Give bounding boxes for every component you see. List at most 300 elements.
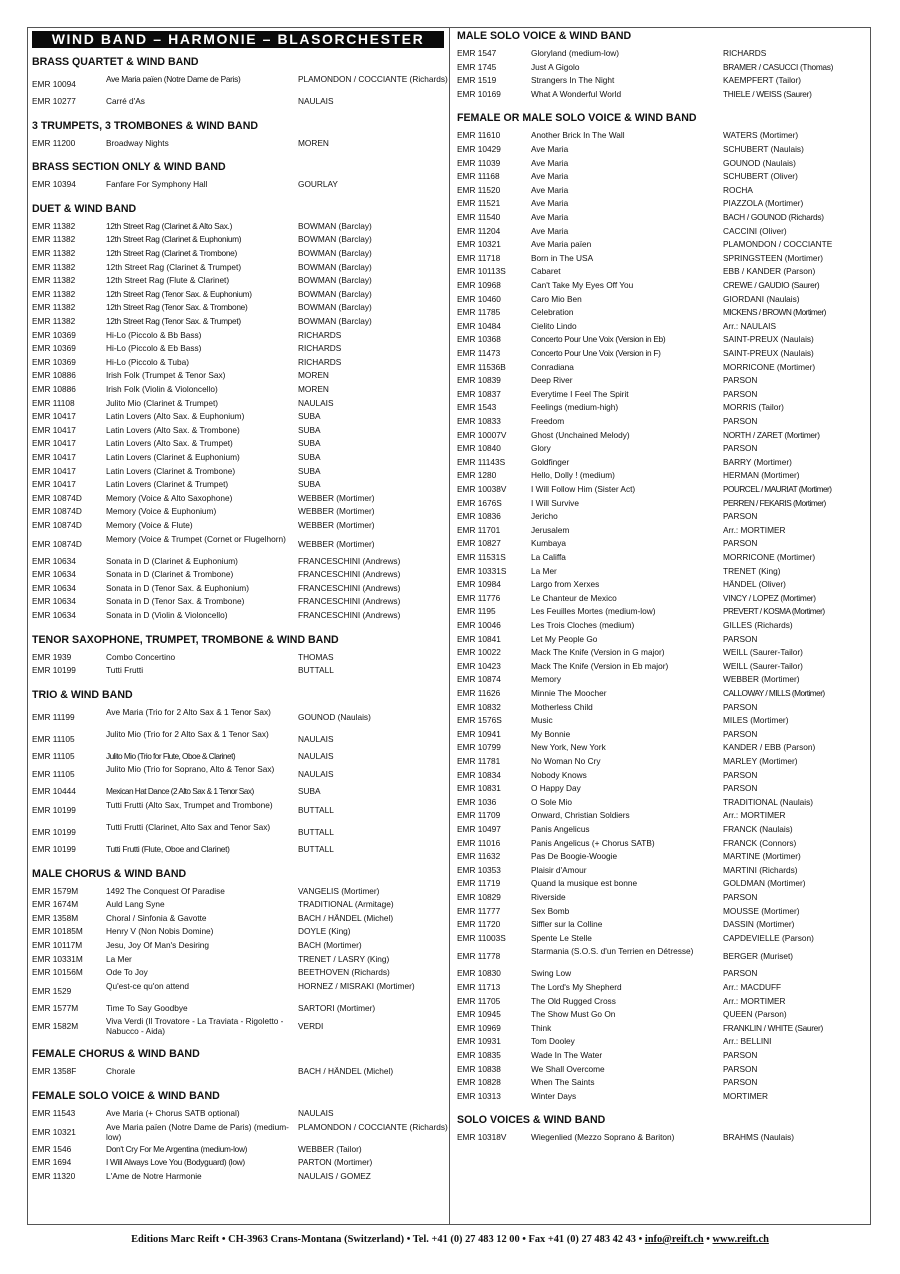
- catalog-entry: [32, 383, 444, 397]
- catalog-code: EMR 10417: [32, 424, 76, 435]
- catalog-entry: [32, 785, 444, 799]
- section-title: MALE SOLO VOICE & WIND BAND: [457, 30, 632, 42]
- composer: MARLEY (Mortimer): [723, 756, 798, 766]
- composer: WEILL (Saurer-Tailor): [723, 647, 803, 658]
- work-title: Carré d'As: [106, 96, 145, 106]
- work-title: La Mer: [106, 953, 132, 964]
- catalog-entry: [457, 211, 867, 225]
- composer: PARSON: [723, 633, 758, 644]
- catalog-entry: [457, 1035, 867, 1049]
- work-title: Sonata in D (Clarinet & Euphonium): [106, 555, 238, 566]
- catalog-code: EMR 11781: [457, 756, 501, 766]
- catalog-entry: [32, 397, 444, 411]
- work-title: Ave Maria: [531, 184, 569, 195]
- catalog-code: EMR 11105: [32, 733, 75, 744]
- work-title: Latin Lovers (Clarinet & Trumpet): [106, 479, 229, 490]
- composer: FRANCESCHINI (Andrews): [298, 582, 401, 593]
- catalog-entry: [457, 932, 867, 946]
- composer: BRAMER / CASUCCI (Thomas): [723, 61, 834, 72]
- catalog-entry: [457, 497, 867, 511]
- composer: PARSON: [723, 443, 758, 454]
- composer: KAEMPFERT (Tailor): [723, 75, 802, 86]
- composer: BRAHMS (Naulais): [723, 1132, 794, 1143]
- catalog-entry: [32, 939, 444, 953]
- catalog-entry: [457, 88, 867, 102]
- composer: FRANCESCHINI (Andrews): [298, 596, 401, 607]
- work-title: When The Saints: [531, 1077, 595, 1088]
- work-title: No Woman No Cry: [531, 756, 601, 766]
- catalog-entry: [32, 1156, 444, 1170]
- catalog-code: EMR 11626: [457, 688, 501, 698]
- composer: BOWMAN (Barclay): [298, 234, 372, 245]
- catalog-code: EMR 1543: [457, 402, 497, 413]
- catalog-code: EMR 10834: [457, 769, 501, 780]
- composer: MORRICONE (Mortimer): [723, 361, 816, 372]
- catalog-code: EMR 10634: [32, 596, 76, 607]
- catalog-code: EMR 10799: [457, 742, 501, 753]
- catalog-entry: [457, 157, 867, 171]
- catalog-code: EMR 10277: [32, 96, 76, 106]
- work-title: Irish Folk (Violin & Violoncello): [106, 384, 218, 394]
- catalog-entry: [457, 361, 867, 375]
- work-title: Ave Maria païen: [531, 239, 592, 250]
- composer: PARSON: [723, 968, 758, 979]
- catalog-entry: [32, 980, 444, 1002]
- composer: FRANCESCHINI (Andrews): [298, 569, 401, 580]
- work-title: Julito Mio (Trio for Soprano, Alto & Tenor Sax): [106, 764, 275, 775]
- catalog-entry: [457, 646, 867, 660]
- catalog-entry: [457, 995, 867, 1009]
- catalog-entry: [457, 1049, 867, 1063]
- composer: WEBBER (Mortimer): [298, 506, 375, 517]
- catalog-code: EMR 10836: [457, 511, 501, 522]
- work-title: Motherless Child: [531, 701, 593, 712]
- composer: PLAMONDON / COCCIANTE (Richards): [298, 74, 448, 84]
- catalog-entry: [457, 456, 867, 470]
- catalog-code: EMR 10368: [457, 334, 501, 345]
- composer: BUTTALL: [298, 805, 334, 815]
- catalog-code: EMR 10832: [457, 701, 501, 712]
- work-title: Ave Maria: [531, 225, 569, 236]
- work-title: Freedom: [531, 416, 565, 426]
- work-title: Choral / Sinfonia & Gavotte: [106, 912, 207, 923]
- composer: GOUNOD (Naulais): [723, 157, 796, 168]
- catalog-entry: [457, 197, 867, 211]
- catalog-entry: [457, 469, 867, 483]
- catalog-entry: [32, 220, 444, 234]
- composer: FRANCESCHINI (Andrews): [298, 555, 401, 566]
- catalog-entry: [32, 885, 444, 899]
- catalog-entry: [32, 843, 444, 857]
- composer: RICHARDS: [723, 48, 767, 58]
- section-title: 3 TRUMPETS, 3 TROMBONES & WIND BAND: [32, 119, 259, 132]
- composer: GIORDANI (Naulais): [723, 293, 800, 304]
- catalog-code: EMR 1519: [457, 75, 497, 86]
- work-title: Fanfare For Symphony Hall: [106, 179, 208, 190]
- composer: Arr.: NAULAIS: [723, 320, 777, 331]
- work-title: Latin Lovers (Clarinet & Euphonium): [106, 452, 240, 462]
- catalog-code: EMR 10841: [457, 633, 501, 644]
- composer: SUBA: [298, 452, 321, 462]
- catalog-entry: [32, 728, 444, 750]
- work-title: Jerusalem: [531, 524, 570, 535]
- catalog-code: EMR 1546: [32, 1143, 72, 1154]
- work-title: Irish Folk (Trumpet & Tenor Sax): [106, 370, 226, 381]
- catalog-entry: [457, 633, 867, 647]
- catalog-entry: [457, 714, 867, 728]
- catalog-code: EMR 11382: [32, 220, 76, 231]
- work-title: My Bonnie: [531, 728, 571, 739]
- composer: BUTTALL: [298, 844, 334, 854]
- footer-email-link[interactable]: info@reift.ch: [644, 1234, 704, 1245]
- catalog-entry: [457, 320, 867, 334]
- catalog-code: EMR 11108: [32, 397, 75, 408]
- work-title: 12th Street Rag (Clarinet & Euphonium): [106, 234, 242, 245]
- work-title: Panis Angelicus: [531, 824, 590, 834]
- catalog-entry: [32, 315, 444, 329]
- section-title: DUET & WIND BAND: [32, 202, 137, 215]
- catalog-code: EMR 10945: [457, 1009, 501, 1020]
- catalog-code: EMR 11382: [32, 288, 76, 299]
- work-title: Panis Angelicus (+ Chorus SATB): [531, 837, 655, 848]
- catalog-entry: [32, 799, 444, 821]
- catalog-code: EMR 10417: [32, 479, 76, 490]
- catalog-code: EMR 10634: [32, 582, 76, 593]
- catalog-code: EMR 10839: [457, 375, 501, 386]
- work-title: Concerto Pour Une Voix (Version in Eb): [531, 334, 666, 345]
- composer: WEBBER (Mortimer): [723, 674, 800, 685]
- composer: TRADITIONAL (Naulais): [723, 796, 814, 807]
- catalog-entry: [457, 782, 867, 796]
- composer: PARSON: [723, 769, 758, 780]
- catalog-code: EMR 10394: [32, 179, 76, 190]
- catalog-entry: [32, 1107, 444, 1121]
- composer: BOWMAN (Barclay): [298, 302, 372, 313]
- catalog-code: EMR 10321: [457, 239, 501, 250]
- work-title: Don't Cry For Me Argentina (medium-low): [106, 1143, 248, 1154]
- catalog-entry: [457, 592, 867, 606]
- catalog-code: EMR 10199: [32, 805, 76, 815]
- catalog-entry: [32, 288, 444, 302]
- work-title: Tutti Frutti: [106, 665, 144, 676]
- work-title: 12th Street Rag (Clarinet & Trumpet): [106, 261, 242, 272]
- catalog-entry: [457, 347, 867, 361]
- composer: BEETHOVEN (Richards): [298, 967, 390, 978]
- composer: PARSON: [723, 1063, 758, 1074]
- catalog-code: EMR 11536B: [457, 361, 506, 372]
- catalog-code: EMR 11382: [32, 302, 76, 313]
- composer: NAULAIS: [298, 397, 334, 408]
- composer: QUEEN (Parson): [723, 1009, 787, 1020]
- catalog-code: EMR 10835: [457, 1050, 501, 1060]
- catalog-code: EMR 11540: [457, 212, 501, 222]
- catalog-code: EMR 11204: [457, 225, 501, 236]
- composer: BACH (Mortimer): [298, 940, 362, 950]
- catalog-entry: [32, 595, 444, 609]
- composer: WEBBER (Mortimer): [298, 538, 375, 549]
- composer: EBB / KANDER (Parson): [723, 266, 816, 277]
- catalog-code: EMR 11705: [457, 995, 501, 1006]
- work-title: La Mer: [531, 565, 557, 576]
- work-title: Spente Le Stelle: [531, 932, 592, 943]
- composer: PARSON: [723, 388, 758, 399]
- section-title: SOLO VOICES & WIND BAND: [457, 1114, 606, 1127]
- work-title: Mexican Hat Dance (2 Alto Sax & 1 Tenor Sax): [106, 786, 254, 797]
- work-title: Concerto Pour Une Voix (Version in F): [531, 348, 661, 358]
- catalog-code: EMR 1195: [457, 606, 496, 617]
- catalog-entry: [32, 821, 444, 843]
- catalog-code: EMR 10497: [457, 824, 501, 834]
- catalog-code: EMR 10838: [457, 1063, 501, 1074]
- footer-separator: •: [219, 1234, 229, 1245]
- catalog-code: EMR 10874: [457, 674, 501, 685]
- work-title: Glory: [531, 443, 551, 454]
- catalog-entry: [457, 918, 867, 932]
- catalog-entry: [457, 877, 867, 891]
- catalog-code: EMR 10022: [457, 647, 501, 658]
- composer: PARSON: [723, 538, 758, 549]
- section-title: MALE CHORUS & WIND BAND: [32, 867, 187, 880]
- catalog-code: EMR 10331S: [457, 565, 507, 576]
- catalog-code: EMR 10931: [457, 1036, 501, 1047]
- catalog-code: EMR 10353: [457, 864, 501, 875]
- catalog-entry: [32, 329, 444, 343]
- catalog-code: EMR 11143S: [457, 456, 506, 467]
- catalog-entry: [32, 953, 444, 967]
- catalog-code: EMR 10484: [457, 320, 501, 331]
- footer-phone: Tel. +41 (0) 27 483 12 00: [412, 1234, 520, 1245]
- footer-separator: •: [519, 1234, 529, 1245]
- composer: FRANKLIN / WHITE (Saurer): [723, 1022, 823, 1033]
- catalog-entry: [32, 1170, 444, 1184]
- composer: CACCINI (Oliver): [723, 225, 787, 236]
- catalog-entry: [32, 424, 444, 438]
- work-title: Ghost (Unchained Melody): [531, 429, 630, 440]
- composer: SAINT-PREUX (Naulais): [723, 334, 814, 345]
- catalog-entry: [457, 673, 867, 687]
- catalog-code: EMR 11382: [32, 275, 76, 286]
- composer: KANDER / EBB (Parson): [723, 742, 816, 753]
- catalog-code: EMR 11610: [457, 130, 501, 141]
- work-title: New York, New York: [531, 742, 606, 753]
- composer: BUTTALL: [298, 827, 334, 837]
- catalog-entry: [32, 137, 444, 151]
- catalog-code: EMR 11709: [457, 810, 501, 821]
- catalog-entry: [457, 74, 867, 88]
- column-divider: [449, 27, 450, 1225]
- composer: SCHUBERT (Oliver): [723, 171, 798, 182]
- work-title: Le Chanteur de Mexico: [531, 592, 617, 603]
- catalog-code: EMR 1036: [457, 796, 497, 807]
- work-title: Nobody Knows: [531, 769, 587, 780]
- catalog-entry: [457, 1076, 867, 1090]
- composer: GILLES (Richards): [723, 620, 793, 630]
- catalog-entry: [32, 898, 444, 912]
- work-title: We Shall Overcome: [531, 1063, 605, 1074]
- section-title: FEMALE CHORUS & WIND BAND: [32, 1048, 200, 1061]
- work-title: Time To Say Goodbye: [106, 1002, 188, 1013]
- composer: PARSON: [723, 1077, 758, 1088]
- catalog-entry: [457, 388, 867, 402]
- composer: TRENET / LASRY (King): [298, 953, 390, 964]
- catalog-code: EMR 10984: [457, 579, 501, 590]
- catalog-code: EMR 10423: [457, 660, 501, 671]
- work-title: Cielito Lindo: [531, 320, 577, 331]
- catalog-entry: [32, 533, 444, 555]
- composer: WEBBER (Mortimer): [298, 492, 375, 503]
- catalog-entry: [32, 925, 444, 939]
- catalog-code: EMR 10046: [457, 620, 501, 630]
- catalog-entry: [32, 73, 448, 95]
- footer-separator: •: [636, 1234, 645, 1245]
- catalog-entry: [457, 660, 867, 674]
- catalog-entry: [457, 225, 867, 239]
- work-title: The Old Rugged Cross: [531, 995, 616, 1006]
- catalog-entry: [32, 451, 444, 465]
- catalog-code: EMR 10417: [32, 465, 76, 476]
- footer-separator: •: [703, 1234, 713, 1245]
- composer: PREVERT / KOSMA (Mortimer): [723, 606, 825, 617]
- work-title: Chorale: [106, 1066, 136, 1077]
- work-title: Auld Lang Syne: [106, 899, 165, 910]
- catalog-code: EMR 1674M: [32, 899, 79, 910]
- footer-web-link[interactable]: www.reift.ch: [712, 1234, 769, 1245]
- composer: HERMAN (Mortimer): [723, 470, 800, 481]
- work-title: Ave Maria: [531, 157, 569, 168]
- catalog-code: EMR 10833: [457, 416, 501, 426]
- work-title: Sonata in D (Tenor Sax. & Euphonium): [106, 582, 249, 593]
- composer: MILES (Mortimer): [723, 715, 789, 726]
- composer: NAULAIS: [298, 750, 334, 761]
- work-title: O Happy Day: [531, 783, 581, 794]
- composer: DASSIN (Mortimer): [723, 919, 795, 930]
- composer: PIAZZOLA (Mortimer): [723, 198, 804, 209]
- catalog-entry: [457, 333, 867, 347]
- composer: SUBA: [298, 465, 321, 476]
- work-title: Goldfinger: [531, 456, 570, 467]
- work-title: I Will Follow Him (Sister Act): [531, 484, 636, 494]
- catalog-entry: [32, 356, 444, 370]
- work-title: Sonata in D (Violin & Violoncello): [106, 610, 228, 620]
- catalog-code: EMR 10634: [32, 610, 76, 620]
- catalog-code: EMR 10827: [457, 538, 501, 549]
- catalog-entry: [457, 837, 867, 851]
- catalog-entry: [457, 619, 867, 633]
- work-title: Ave Maria: [531, 144, 569, 154]
- catalog-code: EMR 10199: [32, 665, 76, 676]
- catalog-entry: [457, 769, 867, 783]
- composer: VERDI: [298, 1021, 324, 1032]
- catalog-entry: [457, 565, 867, 579]
- catalog-entry: [32, 410, 444, 424]
- catalog-code: EMR 1939: [32, 651, 72, 662]
- composer: PARSON: [723, 416, 758, 426]
- catalog-entry: [457, 238, 867, 252]
- catalog-code: EMR 10460: [457, 293, 501, 304]
- catalog-entry: [32, 1065, 444, 1079]
- work-title: Jesu, Joy Of Man's Desiring: [106, 940, 210, 950]
- catalog-entry: [457, 796, 867, 810]
- catalog-entry: [457, 1063, 867, 1077]
- work-title: Ave Maria païen (Notre Dame de Paris): [106, 74, 241, 84]
- work-title: Wiegenlied (Mezzo Soprano & Bariton): [531, 1132, 675, 1143]
- composer: CALLOWAY / MILLS (Mortimer): [723, 688, 825, 698]
- catalog-code: EMR 10828: [457, 1077, 501, 1088]
- work-title: Henry V (Non Nobis Domine): [106, 926, 214, 937]
- composer: BOWMAN (Barclay): [298, 288, 372, 299]
- work-title: Just A Gigolo: [531, 61, 580, 72]
- work-title: Minnie The Moocher: [531, 688, 607, 698]
- work-title: Music: [531, 715, 553, 726]
- catalog-code: EMR 11777: [457, 905, 501, 916]
- catalog-entry: [457, 728, 867, 742]
- catalog-code: EMR 11632: [457, 851, 501, 862]
- catalog-code: EMR 11473: [457, 348, 501, 358]
- catalog-code: EMR 10874D: [32, 492, 82, 503]
- composer: WEBBER (Mortimer): [298, 520, 375, 530]
- work-title: Tutti Frutti (Clarinet, Alto Sax and Tenor Sax): [106, 822, 271, 832]
- catalog-code: EMR 10634: [32, 569, 76, 580]
- composer: BOWMAN (Barclay): [298, 316, 372, 326]
- footer-publisher: Editions Marc Reift: [131, 1234, 220, 1245]
- work-title: Memory (Voice & Trumpet (Cornet or Flugelhorn): [106, 533, 286, 544]
- catalog-entry: [32, 966, 444, 980]
- composer: SUBA: [298, 438, 321, 449]
- composer: THOMAS: [298, 651, 334, 662]
- work-title: O Sole Mio: [531, 796, 573, 807]
- section-title: TENOR SAXOPHONE, TRUMPET, TROMBONE & WIND BAND: [32, 633, 339, 646]
- composer: THIELE / WEISS (Saurer): [723, 88, 812, 99]
- composer: SPRINGSTEEN (Mortimer): [723, 252, 824, 263]
- composer: FRANCESCHINI (Andrews): [298, 610, 401, 620]
- work-title: 12th Street Rag (Flute & Clarinet): [106, 275, 230, 286]
- composer: PARSON: [723, 892, 758, 902]
- catalog-code: EMR 10830: [457, 968, 501, 979]
- catalog-code: EMR 10331M: [32, 953, 83, 964]
- catalog-entry: [32, 301, 444, 315]
- catalog-code: EMR 11718: [457, 252, 501, 263]
- catalog-entry: [32, 651, 444, 665]
- catalog-entry: [457, 850, 867, 864]
- catalog-entry: [457, 401, 867, 415]
- composer: MORRIS (Tailor): [723, 402, 784, 413]
- work-title: 12th Street Rag (Tenor Sax. & Trombone): [106, 302, 248, 313]
- catalog-code: EMR 11778: [457, 951, 501, 962]
- composer: NORTH / ZARET (Mortimer): [723, 429, 820, 440]
- catalog-code: EMR 1582M: [32, 1021, 79, 1032]
- work-title: Memory (Voice & Euphonium): [106, 506, 217, 517]
- catalog-entry: [32, 1015, 444, 1037]
- catalog-code: EMR 11720: [457, 919, 501, 930]
- composer: PERREN / FEKARIS (Mortimer): [723, 497, 826, 508]
- catalog-code: EMR 10874D: [32, 520, 82, 530]
- catalog-entry: [457, 265, 867, 279]
- catalog-code: EMR 1676S: [457, 497, 502, 508]
- composer: VANGELIS (Mortimer): [298, 885, 380, 896]
- catalog-code: EMR 10968: [457, 280, 501, 290]
- work-title: Ave Maria: [531, 212, 569, 222]
- composer: RICHARDS: [298, 343, 342, 354]
- catalog-entry: [32, 369, 444, 383]
- catalog-entry: [457, 981, 867, 995]
- catalog-entry: [32, 274, 444, 288]
- catalog-entry: [457, 755, 867, 769]
- catalog-banner: WIND BAND – HARMONIE – BLASORCHESTER: [32, 31, 444, 48]
- catalog-code: EMR 11320: [32, 1170, 76, 1181]
- work-title: Latin Lovers (Clarinet & Trombone): [106, 465, 236, 476]
- catalog-code: EMR 11200: [32, 137, 76, 148]
- catalog-entry: [457, 429, 867, 443]
